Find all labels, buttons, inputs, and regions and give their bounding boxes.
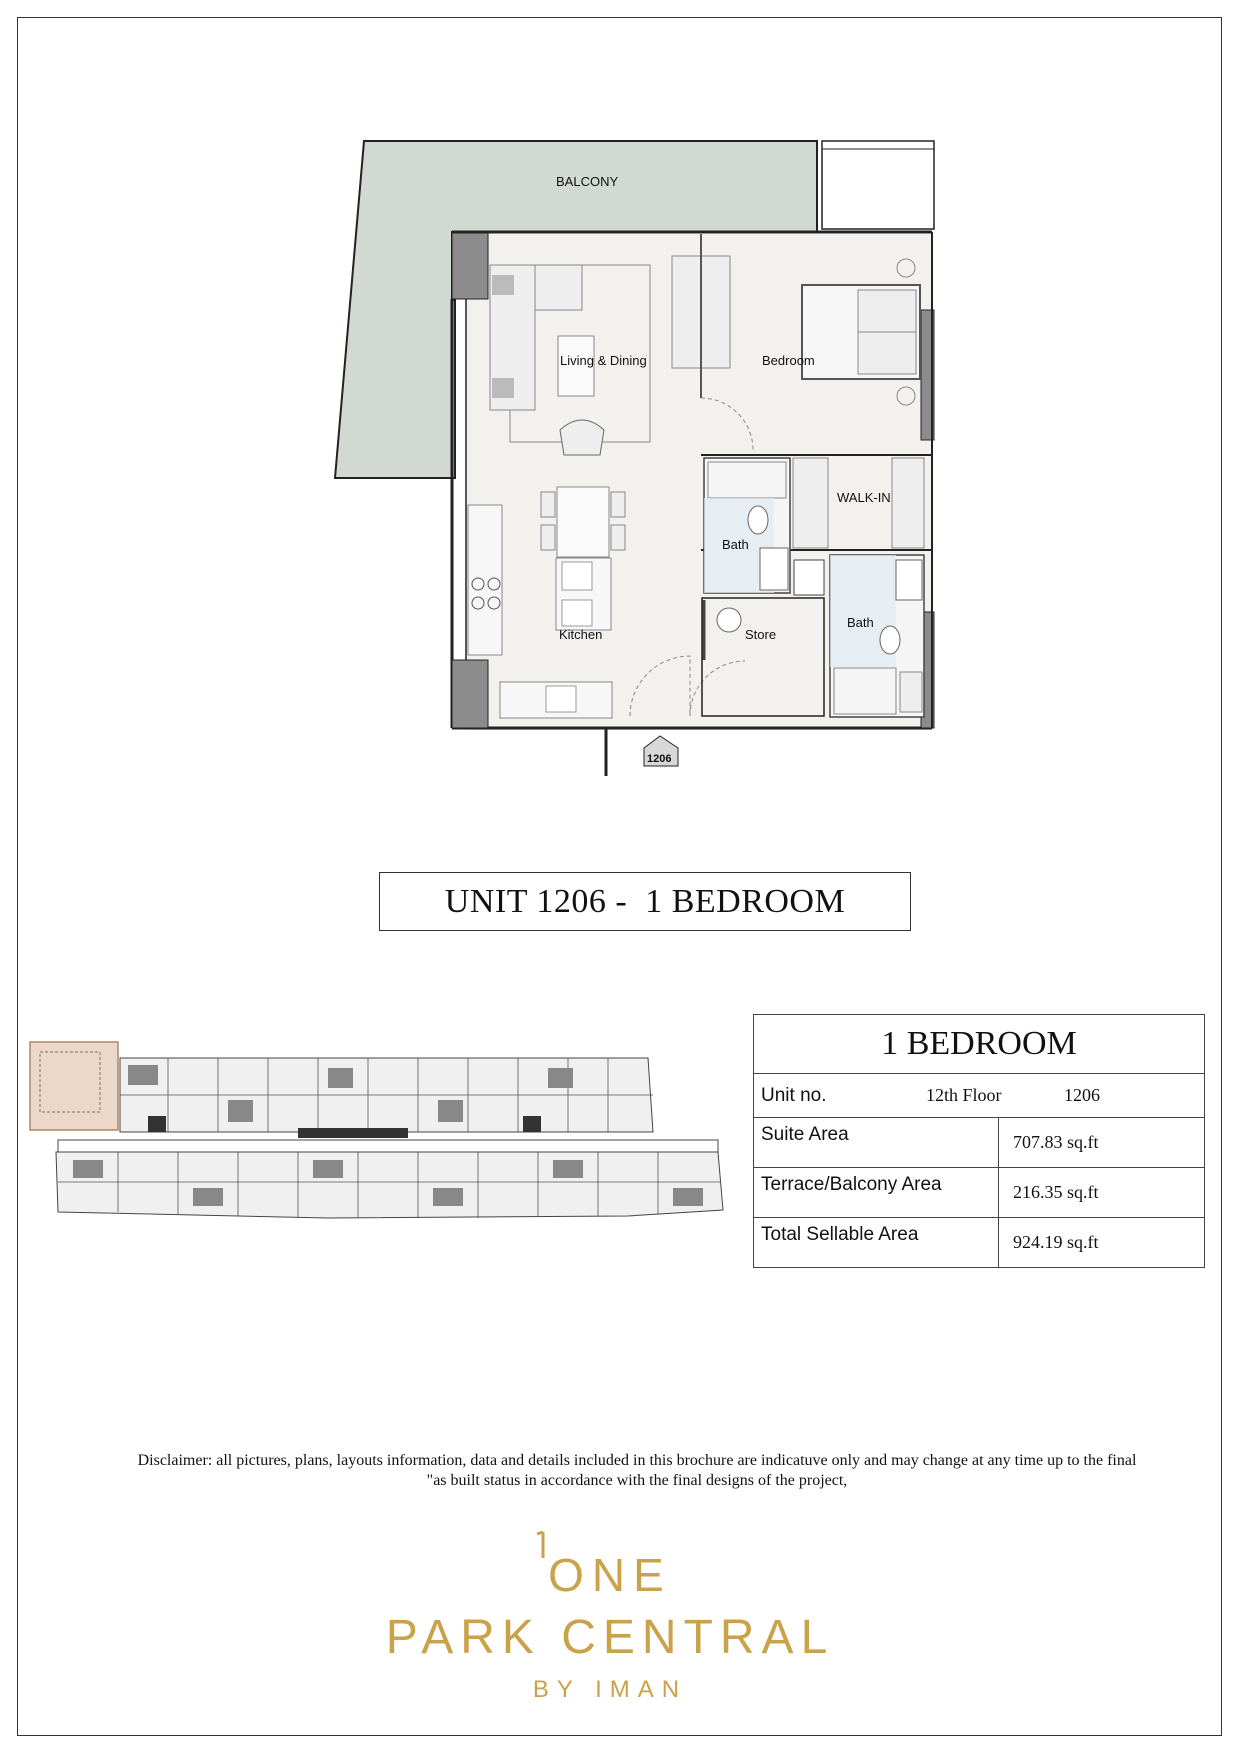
table-row	[754, 1168, 1205, 1218]
highlighted-unit	[30, 1042, 118, 1130]
floor-value: 12th Floor	[926, 1085, 1002, 1105]
room-label-bedroom: Bedroom	[762, 353, 815, 368]
unit-floor-plan	[320, 130, 940, 790]
total-area-value: 924.19 sq.ft	[999, 1218, 1205, 1268]
room-label-bath-1: Bath	[722, 537, 749, 552]
area-table	[753, 1014, 1205, 1268]
room-label-balcony: BALCONY	[556, 174, 619, 189]
unit-tag-label: 1206	[647, 753, 672, 765]
table-row	[754, 1218, 1205, 1268]
neighbor-balcony	[822, 141, 934, 229]
table-header: 1 BEDROOM	[754, 1015, 1205, 1074]
suite-area-label: Suite Area	[754, 1118, 999, 1168]
floor-key-plan	[28, 1040, 733, 1220]
logo-line-by-iman: BY IMAN	[532, 1676, 688, 1703]
unit-no-value: 1206	[1064, 1085, 1100, 1105]
disclaimer	[60, 1451, 1214, 1491]
room-label-store: Store	[745, 627, 777, 642]
disclaimer-line-1: Disclaimer: all pictures, plans, layouts information, data and details included in this brochure are indicatuve only and may change at any time up to the final	[137, 1452, 1137, 1469]
room-label-living-dining: Living & Dining	[560, 353, 647, 368]
balcony-area-value: 216.35 sq.ft	[999, 1168, 1205, 1218]
suite-area-value: 707.83 sq.ft	[999, 1118, 1205, 1168]
logo-line-park-central: PARK CENTRAL	[385, 1611, 835, 1664]
room-label-walk-in: WALK-IN	[837, 490, 891, 505]
disclaimer-line-2: "as built status in accordance with the final designs of the project,	[426, 1472, 848, 1489]
room-label-kitchen: Kitchen	[559, 627, 603, 642]
unit-title: UNIT 1206 - 1 BEDROOM	[379, 872, 911, 931]
total-area-label: Total Sellable Area	[754, 1218, 999, 1268]
logo-line-one: ONE	[548, 1549, 672, 1601]
room-label-bath-2: Bath	[847, 615, 874, 630]
unit-no-label: Unit no.	[761, 1084, 827, 1106]
unit-no-row	[754, 1074, 1205, 1118]
table-row	[754, 1118, 1205, 1168]
balcony-area-label: Terrace/Balcony Area	[754, 1168, 999, 1218]
brand-logo	[370, 1528, 850, 1708]
